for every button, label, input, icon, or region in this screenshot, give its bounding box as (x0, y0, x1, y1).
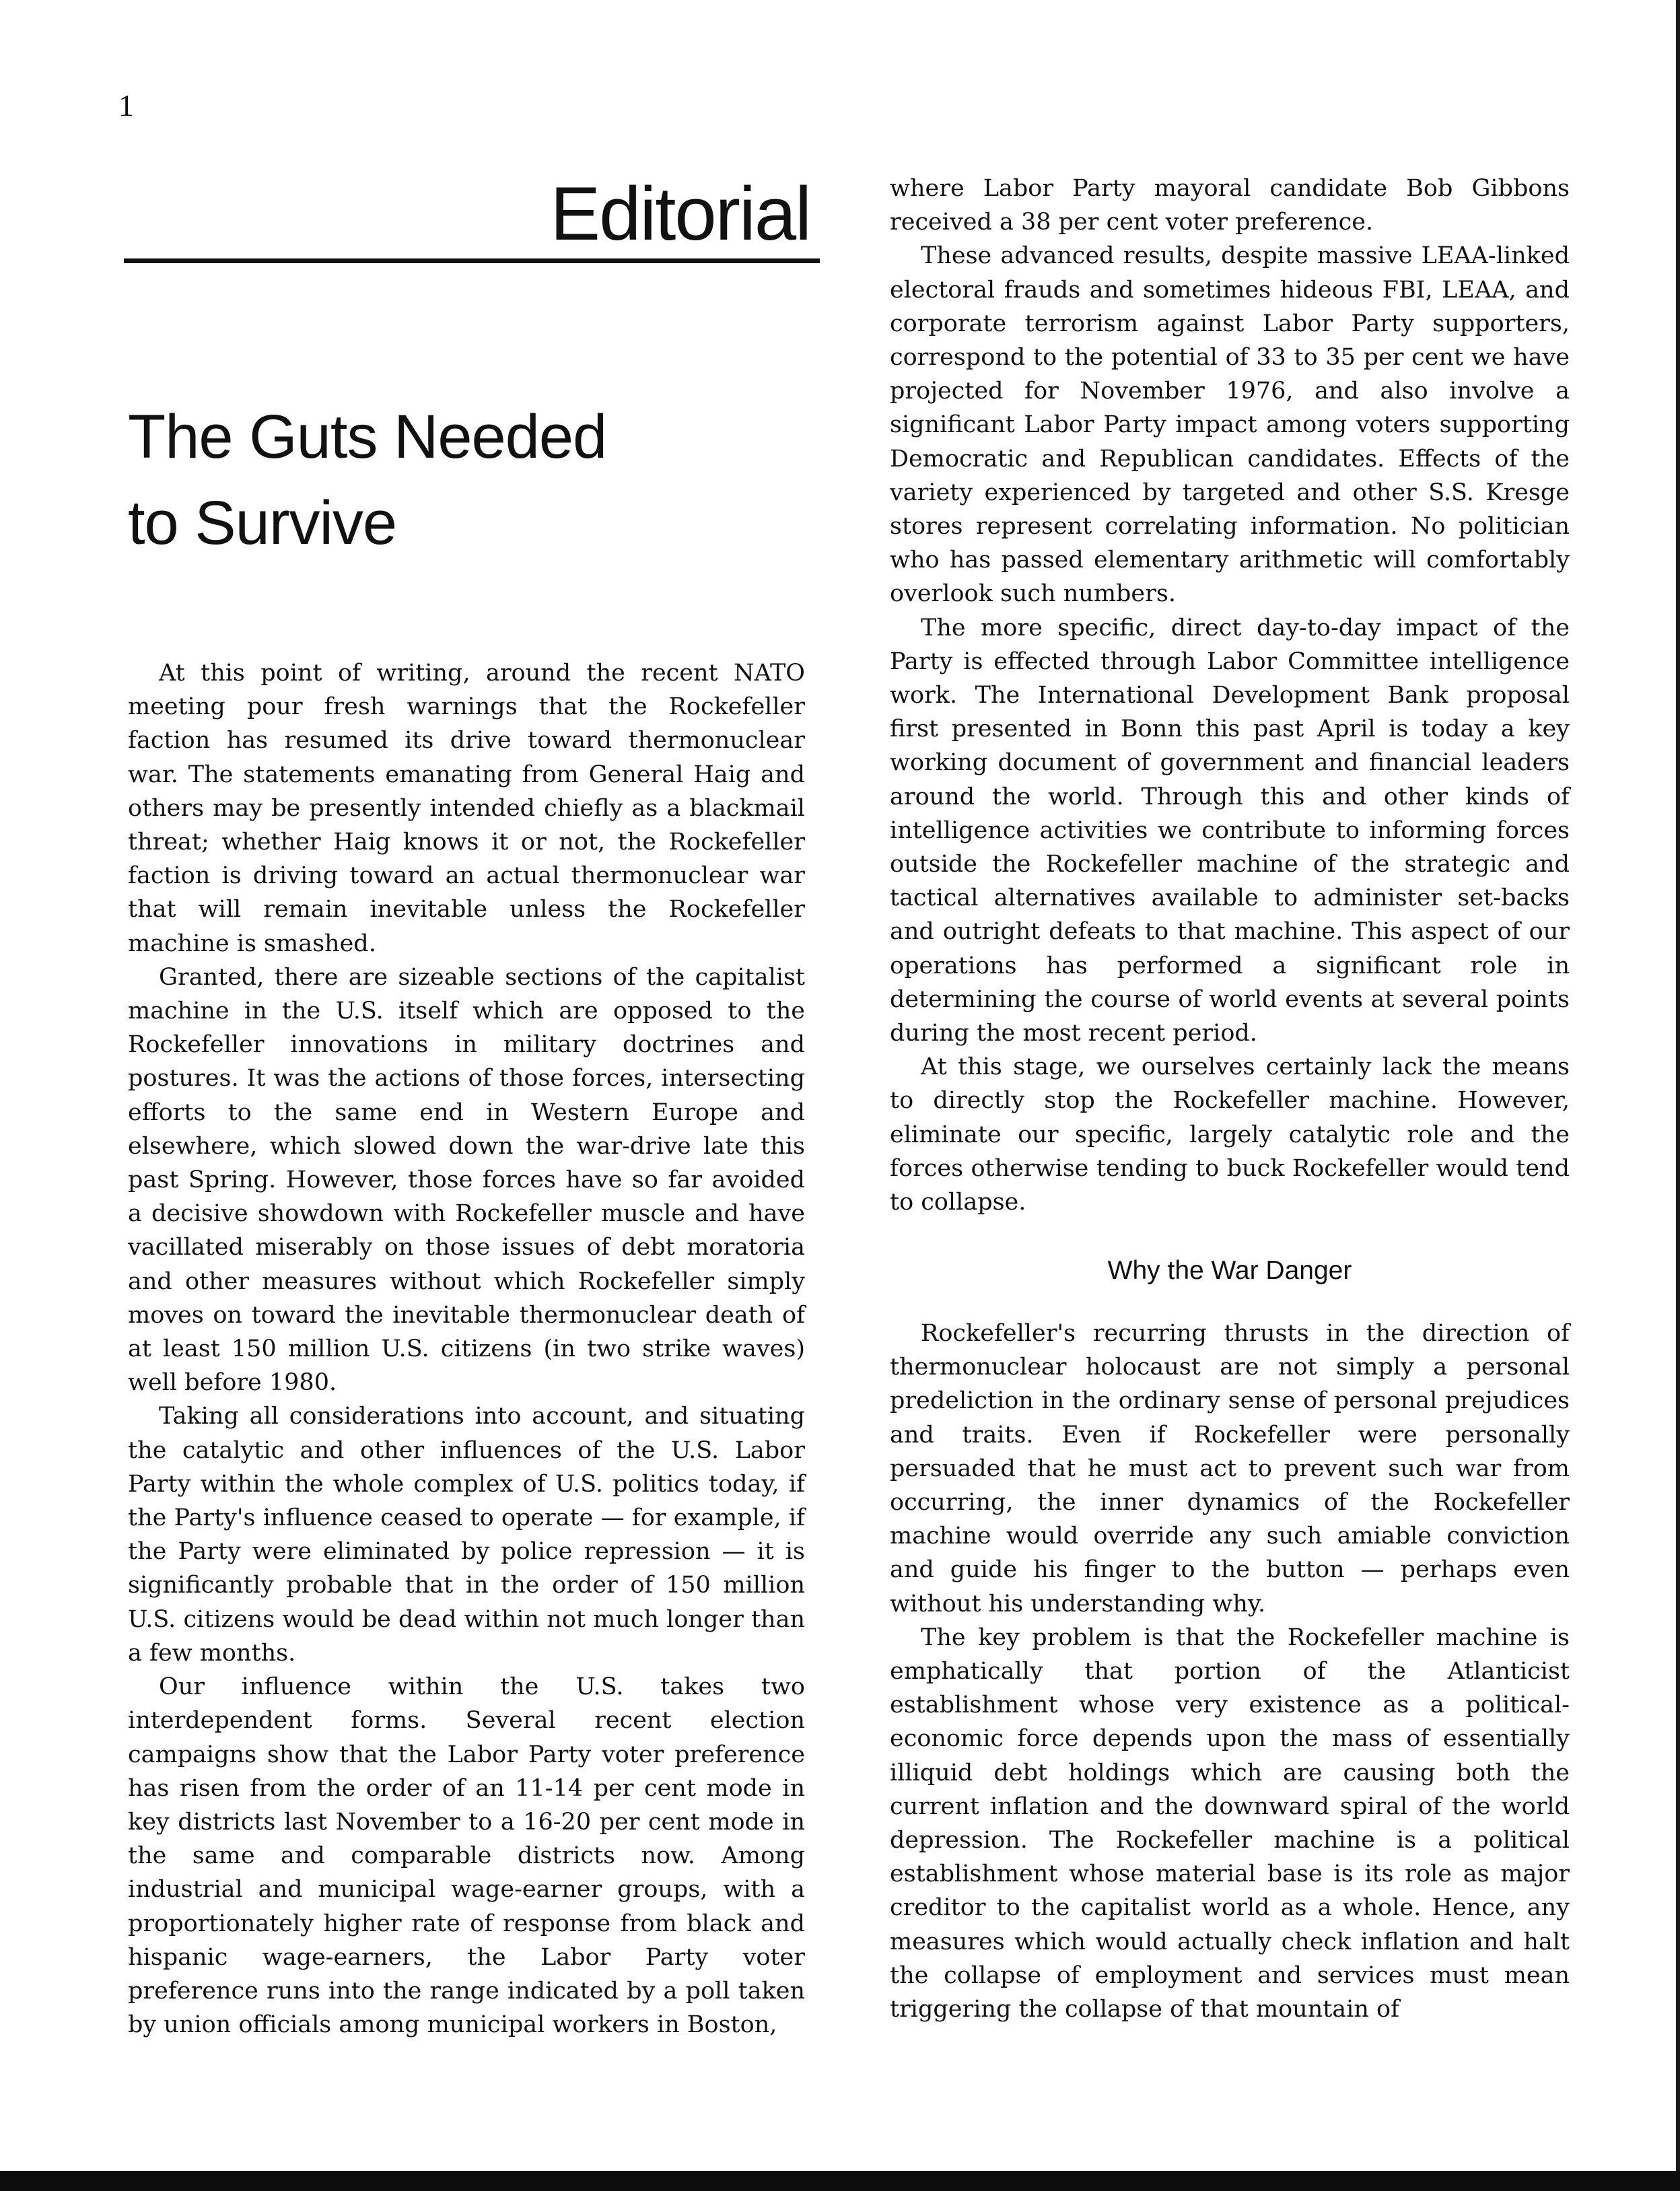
section-heading: Why the War Danger (1107, 1256, 1352, 1285)
page-number: 1 (118, 88, 134, 123)
left-column (128, 656, 805, 2042)
heading-rule (124, 258, 820, 263)
scan-bottom-edge (0, 2171, 1680, 2191)
right-paragraph-5: Rockefeller's recurring thrusts in the direction of thermonuclear holocaust are not simply a personal predeliction in the ordinary sense of personal prejudices and traits. Even if Rockefeller were personally persuaded that he must act to prevent such war from occurring, the inner dynamics of the Rockefeller machine would override any such amiable conviction and guide his finger to the button — perhaps even without his understanding why. (890, 1320, 1570, 1618)
left-paragraph-3: Taking all considerations into account, and situating the catalytic and other influences of the U.S. Labor Party within the whole complex of U.S. politics today, if the Party's influence ceased to operate — for example, if the Party were eliminated by police repression — it is significantly probable that in the order of 150 million U.S. citizens would be dead within not much longer than a few months. (128, 1403, 805, 1667)
right-paragraph-4: At this stage, we ourselves certainly lack the means to directly stop the Rockefeller machine. However, eliminate our specific, largely catalytic role and the forces otherwise tending to buck Rockefeller would tend to collapse. (890, 1053, 1570, 1216)
right-paragraph-1: where Labor Party mayoral candidate Bob Gibbons received a 38 per cent voter preference. (890, 175, 1570, 236)
scan-binding-edge (1676, 0, 1680, 2191)
left-paragraph-2: Granted, there are sizeable sections of the capitalist machine in the U.S. itself which are opposed to the Rockefeller innovations in military doctrines and postures. It was the actions of those forces, intersecting efforts to the same end in Western Europe and elsewhere, which slowed down the war-drive late this past Spring. However, those forces have so far avoided a decisive showdown with Rockefeller muscle and have vacillated miserably on those issues of debt moratoria and other measures without which Rockefeller simply moves on toward the inevitable thermonuclear death of at least 150 million U.S. citizens (in two strike waves) well before 1980. (128, 963, 805, 1397)
right-paragraph-6: The key problem is that the Rockefeller machine is emphatically that portion of the Atlanticist establishment whose very existence as a political-economic force depends upon the mass of essentially illiquid debt holdings which are causing both the current inflation and the downward spiral of the world depression. The Rockefeller machine is a political establishment whose material base is its role as major creditor to the capitalist world as a whole. Hence, any measures which would actually check inflation and halt the collapse of employment and services must mean triggering the collapse of that mountain of (890, 1624, 1570, 2023)
article-title-line-1: The Guts Needed (128, 403, 607, 471)
right-column-bottom (890, 1317, 1570, 2026)
right-paragraph-2: These advanced results, despite massive LEAA-linked electoral frauds and sometimes hideous FBI, LEAA, and corporate terrorism against Labor Party supporters, correspond to the potential of 33 to 35 per cent we have projected for November 1976, and also involve a significant Labor Party impact among voters supporting Democratic and Republican candidates. Effects of the variety experienced by targeted and other S.S. Kresge stores represent correlating information. No politician who has passed elementary arithmetic will comfortably overlook such numbers. (890, 242, 1570, 608)
left-paragraph-4: Our influence within the U.S. takes two interdependent forms. Several recent election campaigns show that the Labor Party voter preference has risen from the order of an 11-14 per cent mode in key districts last November to a 16-20 per cent mode in the same and comparable districts now. Among industrial and municipal wage-earner groups, with a proportionately higher rate of response from black and hispanic wage-earners, the Labor Party voter preference runs into the range indicated by a poll taken by union officials among municipal workers in Boston, (128, 1673, 805, 2039)
article-title (128, 394, 747, 566)
right-paragraph-3: The more specific, direct day-to-day impact of the Party is effected through Labor Committee intelligence work. The International Development Bank proposal first presented in Bonn this past April is today a key working document of government and financial leaders around the world. Through this and other kinds of intelligence activities we contribute to informing forces outside the Rockefeller machine of the strategic and tactical alternatives available to administer set-backs and outright defeats to that machine. This aspect of our operations has performed a significant role in determining the course of world events at several points during the most recent period. (890, 614, 1570, 1047)
article-title-line-2: to Survive (128, 489, 397, 557)
right-column-top (890, 172, 1570, 1219)
left-paragraph-1: At this point of writing, around the recent NATO meeting pour fresh warnings that the Rockefeller faction has resumed its drive toward thermonuclear war. The statements emanating from General Haig and others may be presently intended chiefly as a blackmail threat; whether Haig knows it or not, the Rockefeller faction is driving toward an actual thermonuclear war that will remain inevitable unless the Rockefeller machine is smashed. (128, 660, 805, 957)
editorial-heading: Editorial (550, 172, 810, 256)
